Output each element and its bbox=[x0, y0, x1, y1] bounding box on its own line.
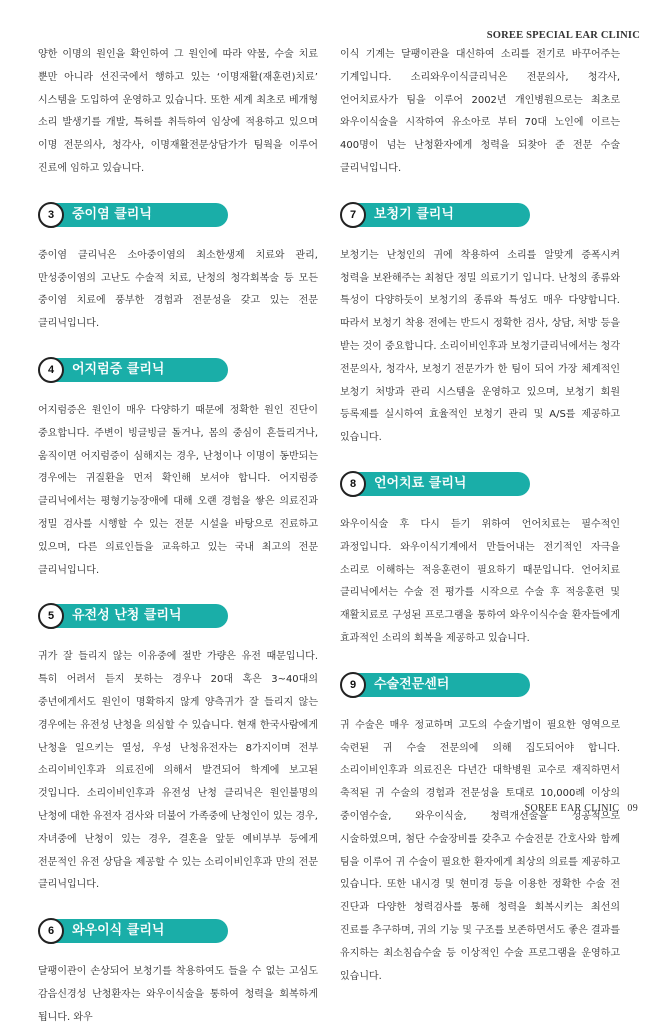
section-title: 수술전문센터 bbox=[374, 676, 450, 692]
section-body-5: 귀가 잘 들리지 않는 이유중에 절반 가량은 유전 때문입니다. 특히 어려서 듣지 못하는 경우나 20대 혹은 3~40대의 중년에게서도 원인이 명확하지 않게 양측귀가 잘 들리지 않는 경우에는 유전성 난청을 의심할 수 있습니다. 현재 한국사람에게 난청을 일으키는 열성, 우성 난청유전자는 8가지이며 전부 소리이비인후과 의료진에 의해서 발견되어 학계에 보고된 것입니다. 소리이비인후과 유전성 난청 클리닉은 원인불명의 난청에 대한 유전자 검사와 더불어 가족중에 난청인이 있는 경우, 자녀중에 난청이 있는 경우, 결혼을 앞둔 예비부부 등에게 전문적인 유전 상담을 제공할 수 있는 소리이비인후과 만의 전문 클리닉입니다. bbox=[38, 651, 318, 891]
section-number-badge: 8 bbox=[340, 471, 366, 497]
section-body-9: 귀 수술은 매우 정교하며 고도의 수술기법이 필요한 영역으로 숙련된 귀 수술 전문의에 의해 집도되어야 합니다. 소리이비인후과 의료진은 다년간 대학병원 교수로 재직하면서 축적된 귀 수술의 경험과 전문성을 토대로 10,000례 이상의 중이염수술, 와우이식술, 청력개선술을 성공적으로 시술하였으며, 첨단 수술장비를 갖추고 수술전문 간호사와 함께 팀을 이루어 귀 수술이 필요한 환자에게 최상의 의료를 제공하고 있습니다. 또한 내시경 및 현미경 등을 이용한 정확한 수술 전 진단과 다양한 청력검사를 통해 청력을 회복시키는 최선의 진료를 추구하며, 귀의 기능 및 구조를 보존하면서도 좋은 결과를 유지하는 최소침습수술 등 이상적인 수술 프로그램을 운영하고 있습니다. bbox=[340, 719, 620, 982]
section-number-badge: 6 bbox=[38, 918, 64, 944]
footer bbox=[525, 803, 638, 814]
section-number-badge: 5 bbox=[38, 603, 64, 629]
left-column bbox=[38, 44, 318, 1030]
section-heading-4 bbox=[38, 358, 318, 382]
section-title: 와우이식 클리닉 bbox=[72, 923, 165, 939]
section-body-4: 어지럼증은 원인이 매우 다양하기 때문에 정확한 원인 진단이 중요합니다. 주변이 빙글빙글 돌거나, 몸의 중심이 흔들리거나, 움직이면 어지럼증이 심해지는 경우, 난청이나 이명이 동반되는 경우에는 귀질환을 먼저 확인해 보셔야 합니다. 어지럼증 클리닉에서는 평형기능장애에 대해 오랜 경험을 쌓은 의료진과 정밀 검사를 시행할 수 있는 전문 시설을 바탕으로 진료하고 있으며, 다른 의료인들을 교육하고 있는 국내 최고의 전문 클리닉입니다. bbox=[38, 404, 318, 576]
section-number-badge: 7 bbox=[340, 202, 366, 228]
section-number-badge: 4 bbox=[38, 357, 64, 383]
section-heading-5 bbox=[38, 604, 318, 628]
section-body-7: 보청기는 난청인의 귀에 착용하여 소리를 알맞게 증폭시켜 청력을 보완해주는 최첨단 정밀 의료기기 입니다. 난청의 종류와 특성이 다양하듯이 보청기의 종류와 특성도 매우 다양합니다. 따라서 보청기 착용 전에는 반드시 정확한 검사, 상담, 처방 등을 받는 것이 중요합니다. 소리이비인후과 보청기클리닉에서는 청각 전문의사, 청각사, 보청기 전문가가 한 팀이 되어 가장 체계적인 보청기 처방과 관리 시스템을 운영하고 있으며, 보청기 회원 등록제를 실시하여 효율적인 보청기 관리 및 A/S를 제공하고 있습니다. bbox=[340, 249, 620, 444]
section-heading-8 bbox=[340, 472, 620, 496]
left-intro-paragraph: 양한 이명의 원인을 확인하여 그 원인에 따라 약물, 수술 치료 뿐만 아니라 선진국에서 행하고 있는 ‘이명재활(재훈련)치료’ 시스템을 도입하여 운영하고 있습니다. 또한 세계 최초로 베개형 소리 발생기를 개발, 특허를 취득하여 임상에 적용하고 있으며 이명 전문의사, 청각사, 이명재활전문상담가가 팀웍을 이루어 진료에 임하고 있습니다. bbox=[38, 49, 318, 174]
right-column bbox=[340, 44, 620, 988]
footer-clinic-name: SOREE EAR CLINIC bbox=[524, 803, 620, 814]
section-title: 중이염 클리닉 bbox=[72, 206, 152, 222]
section-title: 어지럼증 클리닉 bbox=[72, 361, 165, 377]
section-body-8: 와우이식술 후 다시 듣기 위하여 언어치료는 필수적인 과정입니다. 와우이식기계에서 만들어내는 전기적인 자극을 소리로 이해하는 적응훈련이 필요하기 때문입니다. 언어치료 클리닉에서는 수술 전 평가를 시작으로 수술 후 적응훈련 및 재활치료로 구성된 프로그램을 통하여 와우이식수술 환자들에게 효과적인 소리의 회복을 제공하고 있습니다. bbox=[340, 518, 620, 644]
section-heading-9 bbox=[340, 673, 620, 697]
section-heading-6 bbox=[38, 919, 318, 943]
section-number-badge: 9 bbox=[340, 672, 366, 698]
section-title: 보청기 클리닉 bbox=[374, 206, 454, 222]
page-number: 09 bbox=[627, 803, 638, 814]
section-body-6: 달팽이관이 손상되어 보청기를 착용하여도 들을 수 없는 고심도 감음신경성 난청환자는 와우이식술을 통하여 청력을 회복하게 됩니다. 와우 bbox=[38, 966, 318, 1023]
section-heading-3 bbox=[38, 203, 318, 227]
section-title: 언어치료 클리닉 bbox=[374, 475, 467, 491]
section-body-3: 중이염 클리닉은 소아중이염의 최소한생제 치료와 관리, 만성중이염의 고난도 수술적 치료, 난청의 청각회복술 등 모든 중이염 치료에 풍부한 경험과 전문성을 갖고 있는 전문 클리닉입니다. bbox=[38, 249, 318, 330]
right-intro-paragraph: 이식 기계는 달팽이관을 대신하여 소리를 전기로 바꾸어주는 기계입니다. 소리와우이식클리닉은 전문의사, 청각사, 언어치료사가 팀을 이루어 2002년 개인병원으로는 최초로 와우이식술을 시작하여 유소아로 부터 70대 노인에 이르는 400명이 넘는 난청환자에게 청력을 되찾아 준 전문 수술 클리닉입니다. bbox=[340, 49, 620, 174]
section-heading-7 bbox=[340, 203, 620, 227]
section-number-badge: 3 bbox=[38, 202, 64, 228]
header-clinic-name: SOREE SPECIAL EAR CLINIC bbox=[486, 30, 640, 41]
section-title: 유전성 난청 클리닉 bbox=[72, 608, 182, 624]
